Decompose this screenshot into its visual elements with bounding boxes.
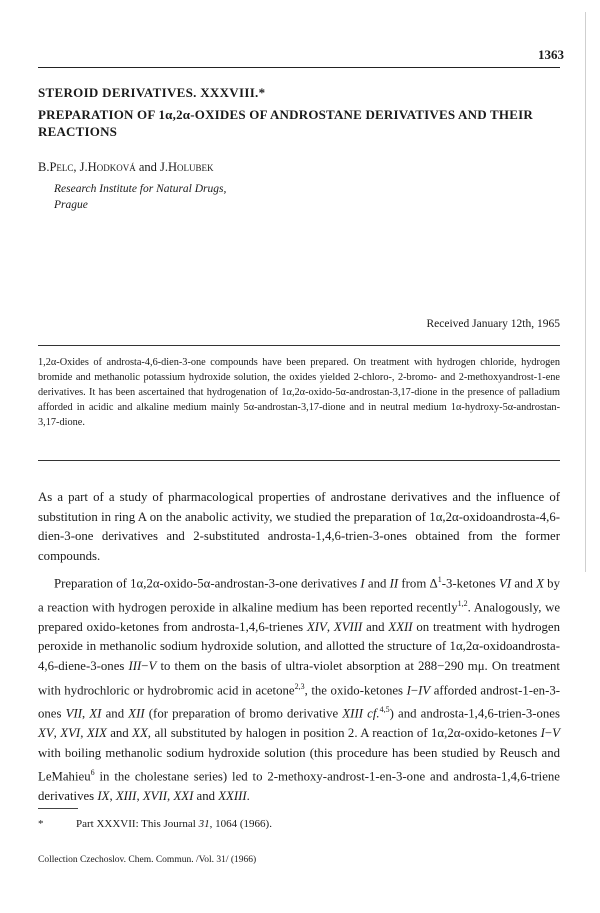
author: [80, 160, 136, 174]
reference-superscript: 1,2: [457, 598, 468, 608]
abstract-bottom-rule: [38, 460, 560, 461]
compound-label: XX: [132, 726, 148, 741]
compound-label: XVI: [60, 726, 81, 741]
text-run: ) and androsta-1,4,6-trien-3-ones: [389, 706, 560, 721]
footnote: [38, 818, 272, 830]
compound-label: VII: [65, 706, 82, 721]
reference-superscript: 1: [437, 575, 442, 584]
text-run: on treatment with hydrogen peroxide in methanolic sodium hydroxide solution, and allotted the structure of 1α,2α-oxidoandrosta-4,6-diene-3-ones: [38, 619, 560, 673]
compound-label: XIII: [115, 789, 137, 804]
author-surname: Hodková: [87, 160, 136, 174]
body-paragraph-1: As a part of a study of pharmacological properties of androstane derivatives and the influence of substitution in ring A on the anabolic activity, we studied the preparation of 1α,2α-oxidoandrosta-4,6-dien-3-one derivatives and 2-substituted androsta-1,4,6-trien-3-ones obtained from the former compounds.: [38, 490, 560, 563]
text-run: , all substituted by halogen in position 2. A reaction of 1α,2α-oxido-ketones: [147, 726, 541, 741]
text-run: , the oxido-ketones: [304, 682, 407, 697]
text-run: ,: [81, 706, 90, 721]
article-title: PREPARATION OF 1α,2α-OXIDES OF ANDROSTANE DERIVATIVES AND THEIR REACTIONS: [38, 107, 533, 139]
text-run: ,: [136, 789, 143, 804]
scan-edge-line: [585, 12, 586, 572]
compound-label: II: [389, 576, 399, 591]
compound-label: I: [406, 682, 411, 697]
compound-label: 31: [198, 818, 210, 830]
abstract-top-rule: [38, 345, 560, 346]
author-initial: J.: [160, 160, 169, 174]
author: [160, 160, 214, 174]
footnote-text: [76, 818, 272, 830]
text-run: and: [106, 726, 133, 741]
compound-label: V: [148, 658, 157, 673]
text-run: and: [193, 789, 219, 804]
author-surname: Holubek: [168, 160, 214, 174]
abstract: 1,2α-Oxides of androsta-4,6-dien-3-one compounds have been prepared. On treatment with hydrogen chloride, hydrogen bromide and methanolic potassium hydroxide solution, the oxides yielded 2-chloro-, 2-bromo- and 2-methoxyandrost-1-ene derivatives. It has been ascertained that hydrogenation of 1α,2α-oxido-5α-androstan-3,17-dione in the presence of palladium afforded in acidic and alkaline medium mainly 5α-androstan-3,17-dione and in neutral medium 1α-hydroxy-5α-androstan-3,17-dione.: [38, 357, 560, 429]
affiliation-institute: Research Institute for Natural Drugs,: [54, 183, 227, 195]
text-run: with boiling methanolic sodium hydroxide solution (this procedure has been studied by Reusch and LeMahieu: [38, 745, 560, 784]
text-run: and: [362, 619, 389, 634]
compound-label: III: [128, 658, 142, 673]
compound-label: XVIII: [333, 619, 363, 634]
text-run: and: [511, 576, 537, 591]
compound-label: XVII: [142, 789, 168, 804]
journal-line: Collection Czechoslov. Chem. Commun. /Vol. 31/ (1966): [38, 855, 257, 865]
compound-label: XV: [38, 726, 54, 741]
compound-label: XII: [128, 706, 145, 721]
text-run: ,: [109, 789, 116, 804]
compound-label: XIX: [86, 726, 107, 741]
received-date: Received January 12th, 1965: [426, 318, 560, 330]
text-run: ,: [53, 726, 61, 741]
series-title: STEROID DERIVATIVES. XXXVIII.*: [38, 85, 266, 100]
compound-label: XI: [89, 706, 102, 721]
compound-label: VI: [499, 576, 512, 591]
text-run: ,: [167, 789, 174, 804]
text-run: from Δ: [398, 576, 438, 591]
compound-label: XXI: [173, 789, 194, 804]
text-run: −: [410, 682, 419, 697]
authors: B.Pelc, J.Hodková and J.Holubek: [38, 160, 214, 174]
page-number: 1363: [538, 47, 564, 62]
compound-label: IV: [418, 682, 431, 697]
footnote-mark: *: [38, 818, 44, 830]
affiliation-city: Prague: [54, 199, 88, 211]
text-run: −: [141, 658, 149, 673]
author-surname: Pelc: [49, 160, 74, 174]
text-run: and: [364, 576, 390, 591]
text-run: and: [101, 706, 129, 721]
compound-label: XIII cf.: [342, 706, 380, 721]
reference-superscript: 2,3: [294, 681, 305, 691]
author-initial: J.: [79, 160, 88, 174]
text-run: to them on the basis of ultra-violet absorption at 288−290 mμ. On treatment with hydrochloric or hydrobromic acid in acetone: [38, 658, 560, 697]
text-run: (for preparation of bromo derivative: [144, 706, 343, 721]
compound-label: I: [540, 726, 545, 741]
affiliation: [54, 181, 226, 213]
author-initial: B.: [38, 160, 50, 174]
text-run: ,: [326, 619, 334, 634]
compound-label: X: [536, 576, 544, 591]
text-run: −: [544, 726, 553, 741]
text-run: afforded androst-1-en-3-ones: [38, 682, 561, 721]
text-run: ,: [80, 726, 87, 741]
reference-superscript: 6: [90, 768, 95, 778]
compound-label: I: [360, 576, 365, 591]
text-run: Preparation of 1α,2α-oxido-5α-androstan-3-one derivatives: [54, 576, 361, 591]
compound-label: XXIII: [218, 789, 247, 804]
compound-label: IX: [97, 789, 110, 804]
footnote-rule: [38, 808, 78, 809]
author: [38, 160, 73, 174]
text-run: , 1064 (1966).: [209, 818, 272, 830]
reference-superscript: 4,5: [379, 705, 390, 715]
compound-label: XIV: [306, 619, 327, 634]
text-run: in the cholestane series) led to 2-methoxy-androst-1-en-3-one and androsta-1,4,6-triene derivatives: [38, 769, 560, 804]
text-run: . Analogously, we prepared oxido-ketones from androsta-1,4,6-trienes: [38, 600, 560, 634]
top-rule: [38, 67, 560, 68]
compound-label: V: [552, 726, 560, 741]
compound-label: XXII: [388, 619, 413, 634]
text-run: by a reaction with hydrogen peroxide in alkaline medium has been reported recently: [38, 576, 560, 615]
body-paragraph-2: [38, 570, 560, 807]
text-run: .: [246, 789, 250, 804]
text-run: -3-ketones: [441, 576, 500, 591]
text-run: Part XXXVII: This Journal: [76, 818, 199, 830]
